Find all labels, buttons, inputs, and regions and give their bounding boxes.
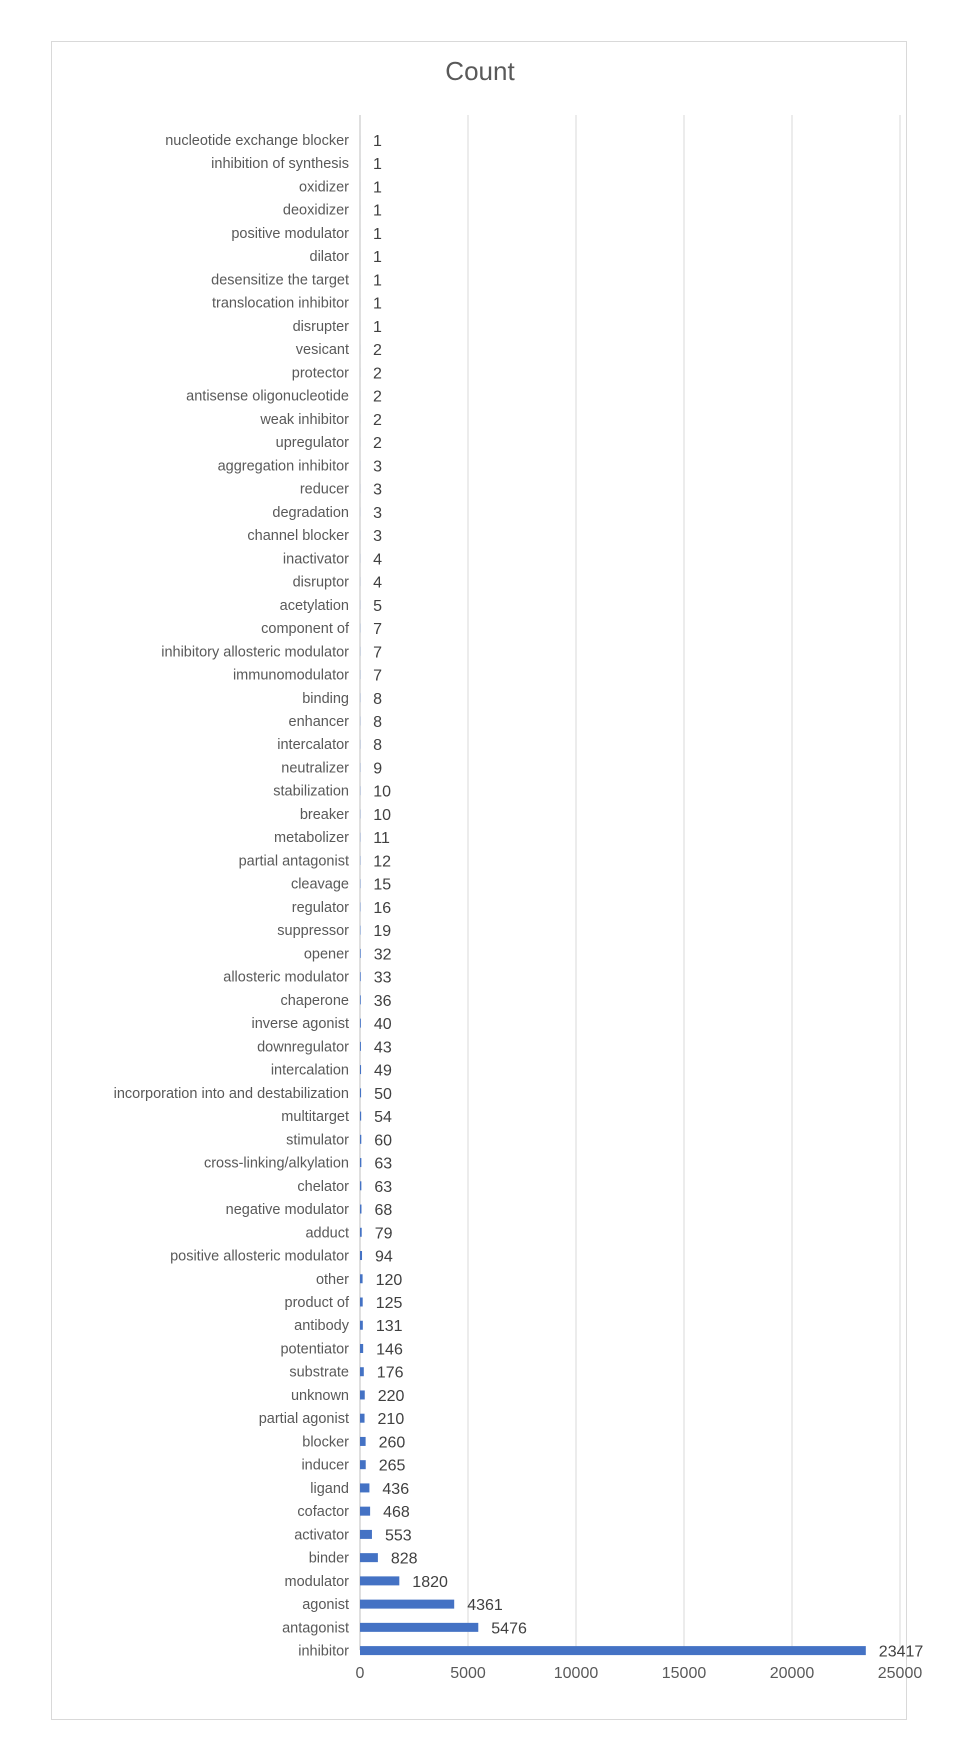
bar xyxy=(360,1390,365,1399)
value-label: 9 xyxy=(373,760,383,778)
value-label: 436 xyxy=(382,1480,410,1498)
category-label: intercalation xyxy=(270,1062,349,1079)
category-label: partial antagonist xyxy=(238,853,349,870)
category-label: acetylation xyxy=(279,597,349,614)
category-label: negative modulator xyxy=(225,1202,349,1219)
value-label: 1 xyxy=(373,295,382,313)
category-label: translocation inhibitor xyxy=(211,295,349,312)
category-label: inverse agonist xyxy=(251,1016,349,1033)
value-label: 49 xyxy=(374,1062,392,1080)
category-label: weak inhibitor xyxy=(260,411,349,428)
value-label: 3 xyxy=(373,504,382,522)
value-labels xyxy=(373,133,923,1661)
bar xyxy=(360,1228,362,1237)
value-label: 7 xyxy=(373,621,383,639)
category-label: protector xyxy=(291,365,349,382)
bar xyxy=(360,1321,363,1330)
category-label: enhancer xyxy=(288,714,349,730)
value-label: 94 xyxy=(375,1248,393,1266)
category-label: modulator xyxy=(284,1573,349,1590)
category-label: disruptor xyxy=(292,574,349,591)
value-label: 1 xyxy=(373,249,382,267)
category-label: cleavage xyxy=(290,876,349,893)
bar xyxy=(360,1623,478,1632)
category-label: incorporation into and destabilization xyxy=(113,1085,349,1102)
bar xyxy=(360,1112,361,1121)
category-label: inhibition of synthesis xyxy=(211,156,349,173)
value-label: 11 xyxy=(373,830,390,848)
value-label: 36 xyxy=(373,992,392,1010)
bar xyxy=(360,949,361,958)
category-label: stabilization xyxy=(273,783,349,800)
bar xyxy=(360,1414,365,1423)
bars xyxy=(360,136,866,1656)
category-label: degradation xyxy=(272,504,349,521)
category-label: reducer xyxy=(299,481,349,498)
bar xyxy=(360,1019,361,1028)
category-label: unknown xyxy=(290,1387,349,1404)
value-label: 3 xyxy=(373,528,382,546)
category-label: disrupter xyxy=(292,318,349,335)
value-label: 79 xyxy=(374,1225,393,1243)
category-label: stimulator xyxy=(286,1132,349,1149)
value-label: 7 xyxy=(373,644,383,662)
category-label: immunomodulator xyxy=(232,667,349,684)
value-label: 553 xyxy=(384,1527,412,1545)
value-label: 8 xyxy=(373,690,383,708)
value-label: 2 xyxy=(373,388,382,406)
value-label: 210 xyxy=(377,1411,405,1429)
bar xyxy=(360,972,361,981)
bar xyxy=(360,1205,361,1214)
value-label: 3 xyxy=(373,481,382,499)
category-label: multitarget xyxy=(281,1109,349,1126)
x-tick-label: 20000 xyxy=(769,1665,815,1682)
value-label: 16 xyxy=(373,899,392,917)
category-label: antagonist xyxy=(282,1620,349,1637)
category-label: positive allosteric modulator xyxy=(170,1248,349,1265)
x-tick-label: 15000 xyxy=(661,1665,707,1682)
value-label: 120 xyxy=(375,1271,403,1289)
category-label: inhibitory allosteric modulator xyxy=(161,644,349,661)
value-label: 125 xyxy=(375,1295,403,1312)
category-label: dilator xyxy=(309,249,349,266)
value-label: 7 xyxy=(373,667,383,685)
value-label: 1 xyxy=(373,272,382,290)
bar xyxy=(360,1530,372,1539)
x-tick-label: 0 xyxy=(355,1665,365,1682)
bar xyxy=(360,1367,364,1376)
bar xyxy=(360,1507,370,1516)
value-label: 828 xyxy=(390,1550,418,1568)
value-label: 2 xyxy=(373,435,382,453)
value-label: 4361 xyxy=(467,1597,503,1615)
value-label: 10 xyxy=(373,806,392,824)
category-label: channel blocker xyxy=(247,528,349,545)
value-label: 2 xyxy=(373,365,382,383)
category-label: downregulator xyxy=(257,1039,349,1056)
category-label: agonist xyxy=(302,1597,349,1614)
value-label: 43 xyxy=(373,1039,392,1057)
chart-frame xyxy=(51,41,924,1720)
category-label: inducer xyxy=(301,1457,349,1474)
category-label: potentiator xyxy=(280,1341,349,1358)
value-label: 468 xyxy=(383,1504,410,1522)
category-label: antibody xyxy=(294,1318,349,1335)
category-label: other xyxy=(315,1271,349,1288)
x-tick-label: 5000 xyxy=(450,1665,486,1682)
value-label: 32 xyxy=(373,946,392,964)
value-label: 4 xyxy=(373,551,382,569)
category-label: deoxidizer xyxy=(282,202,349,219)
category-label: desensitize the target xyxy=(211,272,349,289)
category-label: neutralizer xyxy=(281,760,349,777)
category-label: upregulator xyxy=(275,435,349,452)
value-label: 40 xyxy=(373,1016,392,1034)
category-label: product of xyxy=(284,1295,349,1311)
value-label: 1 xyxy=(373,318,382,336)
category-label: ligand xyxy=(310,1480,349,1497)
category-label: aggregation inhibitor xyxy=(217,458,349,475)
bar xyxy=(360,1646,866,1655)
value-label: 1 xyxy=(373,156,382,174)
chart-title: Count xyxy=(445,56,515,86)
value-label: 33 xyxy=(373,969,392,987)
category-label: adduct xyxy=(305,1225,349,1242)
value-label: 265 xyxy=(378,1457,406,1475)
bar xyxy=(360,1344,363,1353)
gridlines xyxy=(360,115,900,1650)
value-label: 10 xyxy=(373,783,392,801)
bar xyxy=(360,1600,454,1609)
value-label: 1 xyxy=(373,133,382,150)
bar xyxy=(360,1483,369,1492)
value-label: 50 xyxy=(374,1085,392,1103)
bar xyxy=(360,1274,363,1283)
category-label: vesicant xyxy=(295,342,349,359)
bar xyxy=(360,1135,361,1144)
value-label: 54 xyxy=(374,1109,392,1127)
value-label: 5476 xyxy=(491,1620,527,1638)
value-label: 2 xyxy=(373,342,382,360)
category-label: partial agonist xyxy=(258,1411,349,1428)
category-label: binding xyxy=(302,690,349,707)
category-label: activator xyxy=(294,1527,349,1544)
category-label: blocker xyxy=(302,1434,349,1451)
category-label: opener xyxy=(303,946,349,963)
value-label: 60 xyxy=(374,1132,393,1150)
value-label: 220 xyxy=(377,1387,405,1405)
value-label: 63 xyxy=(374,1178,393,1196)
bar xyxy=(360,1042,361,1051)
value-label: 12 xyxy=(373,853,392,871)
category-labels xyxy=(114,133,350,1660)
category-label: metabolizer xyxy=(274,830,349,847)
category-label: binder xyxy=(308,1550,349,1567)
bar xyxy=(360,1251,362,1260)
value-label: 1 xyxy=(373,179,382,197)
category-label: inactivator xyxy=(282,551,349,568)
value-label: 4 xyxy=(373,574,382,592)
value-label: 8 xyxy=(373,714,383,731)
value-label: 260 xyxy=(378,1434,406,1452)
x-tick-label: 25000 xyxy=(877,1665,923,1682)
value-label: 68 xyxy=(374,1202,393,1220)
value-label: 1820 xyxy=(412,1573,448,1591)
value-label: 1 xyxy=(373,202,382,220)
category-label: allosteric modulator xyxy=(223,969,349,986)
category-label: chelator xyxy=(297,1178,349,1195)
value-label: 23417 xyxy=(878,1643,924,1661)
category-label: substrate xyxy=(289,1364,349,1381)
bar xyxy=(360,1460,366,1469)
bar xyxy=(360,1437,366,1446)
value-label: 176 xyxy=(376,1364,404,1382)
value-label: 8 xyxy=(373,737,383,755)
bar xyxy=(360,1553,378,1562)
category-label: component of xyxy=(261,621,349,638)
value-label: 63 xyxy=(374,1155,393,1173)
category-label: intercalator xyxy=(277,737,349,754)
category-label: nucleotide exchange blocker xyxy=(165,133,349,149)
x-axis-ticks xyxy=(356,1665,923,1682)
x-tick-label: 10000 xyxy=(553,1665,599,1682)
bar xyxy=(360,995,361,1004)
category-label: regulator xyxy=(291,899,349,916)
category-label: inhibitor xyxy=(298,1643,349,1660)
bar xyxy=(360,1576,399,1585)
value-label: 146 xyxy=(376,1341,403,1359)
category-label: positive modulator xyxy=(231,225,349,242)
value-label: 3 xyxy=(373,458,382,476)
value-label: 1 xyxy=(373,225,382,243)
value-label: 19 xyxy=(373,923,392,941)
category-label: chaperone xyxy=(280,992,349,1009)
category-label: suppressor xyxy=(277,923,349,940)
bar xyxy=(360,1158,361,1167)
value-label: 15 xyxy=(373,876,392,894)
bar xyxy=(360,1181,361,1190)
bar xyxy=(360,1298,363,1307)
bar xyxy=(360,1065,361,1074)
category-label: cross-linking/alkylation xyxy=(203,1155,349,1172)
value-label: 131 xyxy=(375,1318,403,1336)
bar-chart xyxy=(52,42,924,1721)
value-label: 2 xyxy=(373,411,382,429)
value-label: 5 xyxy=(373,597,383,615)
category-label: antisense oligonucleotide xyxy=(186,388,349,405)
category-label: cofactor xyxy=(297,1504,349,1521)
category-label: breaker xyxy=(299,806,349,823)
bar xyxy=(360,1088,361,1097)
category-label: oxidizer xyxy=(299,179,349,196)
